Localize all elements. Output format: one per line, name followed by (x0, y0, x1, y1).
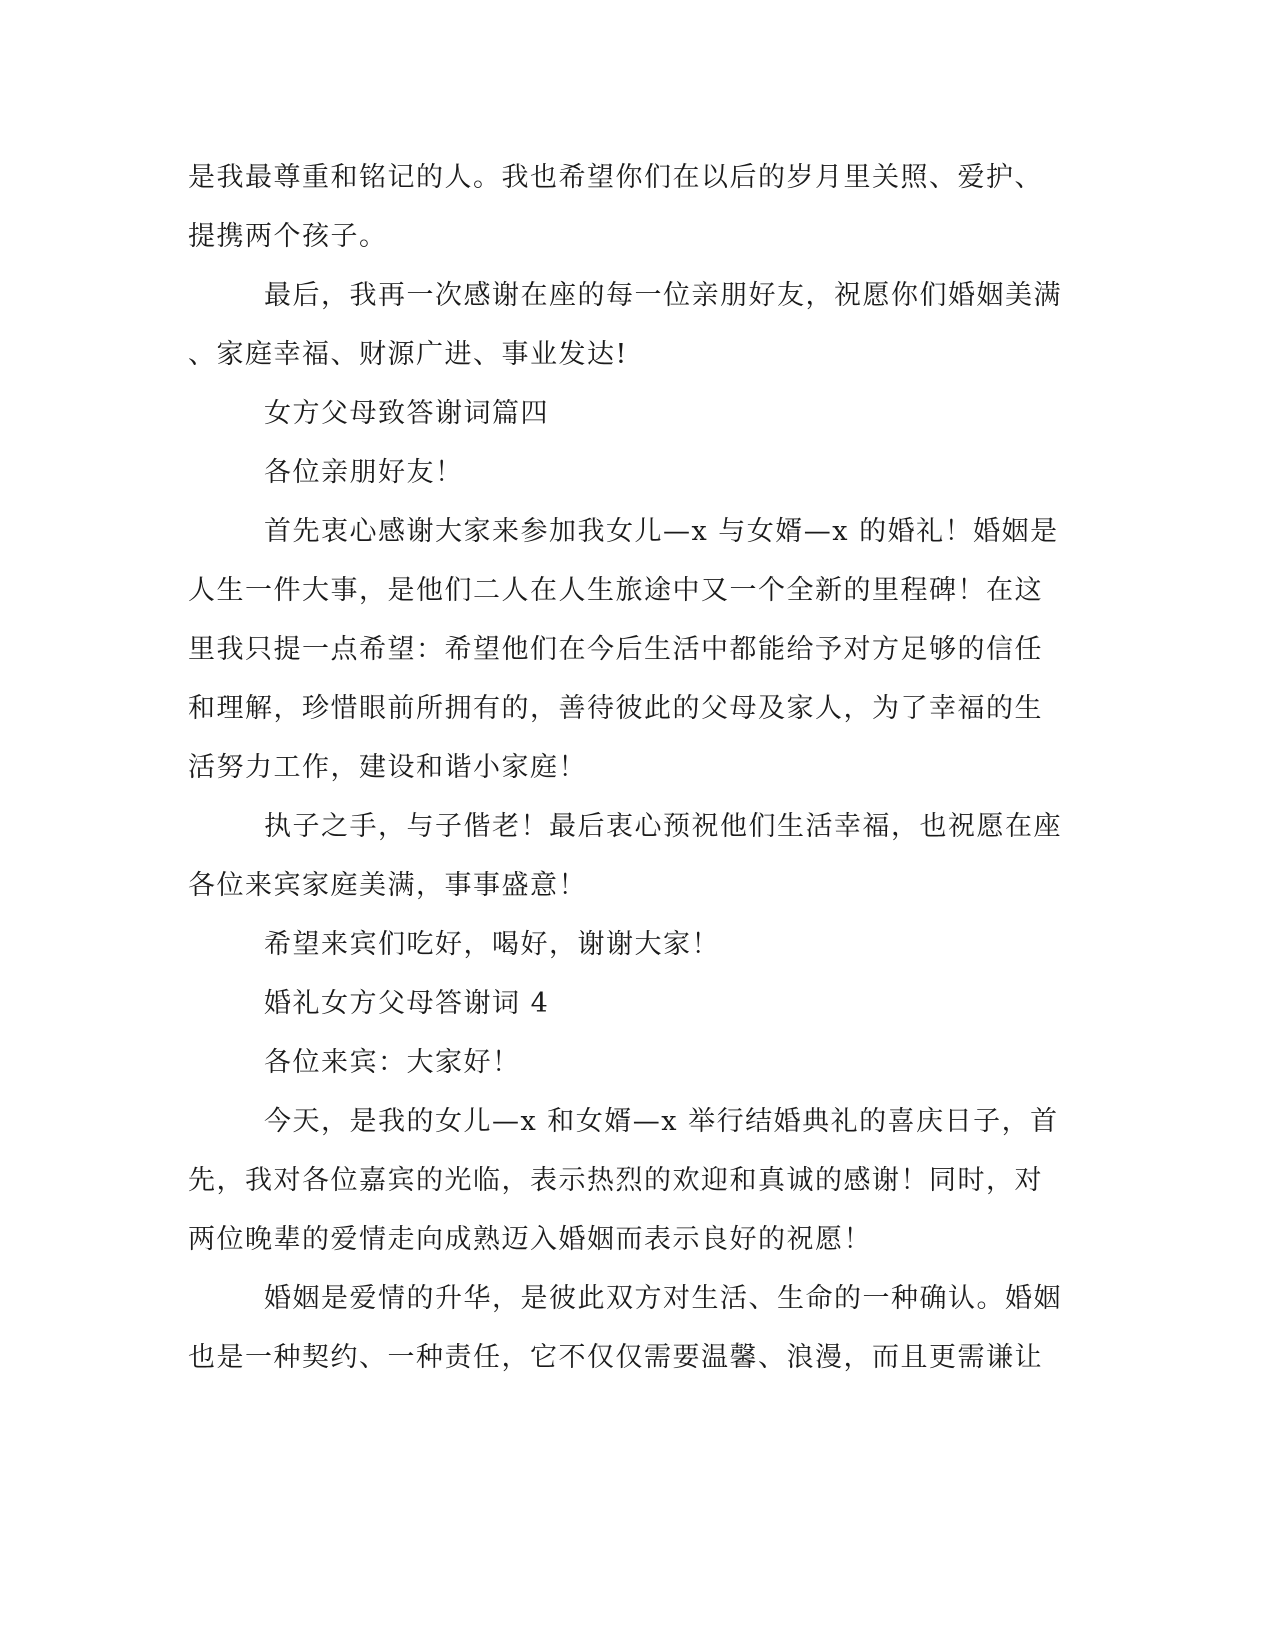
text-line: 两位晚辈的爱情走向成熟迈入婚姻而表示良好的祝愿！ (188, 1224, 872, 1255)
text-line: 执子之手，与子偕老！最后衷心预祝他们生活幸福，也祝愿在座 (264, 811, 1062, 842)
section-heading: 女方父母致答谢词篇四 (264, 398, 549, 429)
section-heading: 婚礼女方父母答谢词 4 (264, 988, 550, 1019)
text-line: 里我只提一点希望：希望他们在今后生活中都能给予对方足够的信任 (188, 634, 1043, 665)
text-line: 婚姻是爱情的升华，是彼此双方对生活、生命的一种确认。婚姻 (264, 1283, 1062, 1314)
text-line: 人生一件大事，是他们二人在人生旅途中又一个全新的里程碑！在这 (188, 575, 1043, 606)
text-line: 首先衷心感谢大家来参加我女儿—x 与女婿—x 的婚礼！婚姻是 (264, 516, 1059, 547)
text-line: 最后，我再一次感谢在座的每一位亲朋好友，祝愿你们婚姻美满 (264, 280, 1062, 311)
text-line: 是我最尊重和铭记的人。我也希望你们在以后的岁月里关照、爱护、 (188, 162, 1043, 193)
text-line: 活努力工作，建设和谐小家庭！ (188, 752, 587, 783)
salutation: 各位来宾：大家好！ (264, 1047, 521, 1078)
text-line: 也是一种契约、一种责任，它不仅仅需要温馨、浪漫，而且更需谦让 (188, 1342, 1043, 1373)
text-line: 先，我对各位嘉宾的光临，表示热烈的欢迎和真诚的感谢！同时，对 (188, 1165, 1043, 1196)
text-line: 今天，是我的女儿—x 和女婿—x 举行结婚典礼的喜庆日子，首 (264, 1106, 1059, 1137)
text-line: 提携两个孩子。 (188, 221, 388, 252)
text-line: 、家庭幸福、财源广进、事业发达! (188, 339, 628, 370)
text-line: 希望来宾们吃好，喝好，谢谢大家！ (264, 929, 720, 960)
salutation: 各位亲朋好友！ (264, 457, 464, 488)
text-line: 和理解，珍惜眼前所拥有的，善待彼此的父母及家人，为了幸福的生 (188, 693, 1043, 724)
text-line: 各位来宾家庭美满，事事盛意！ (188, 870, 587, 901)
